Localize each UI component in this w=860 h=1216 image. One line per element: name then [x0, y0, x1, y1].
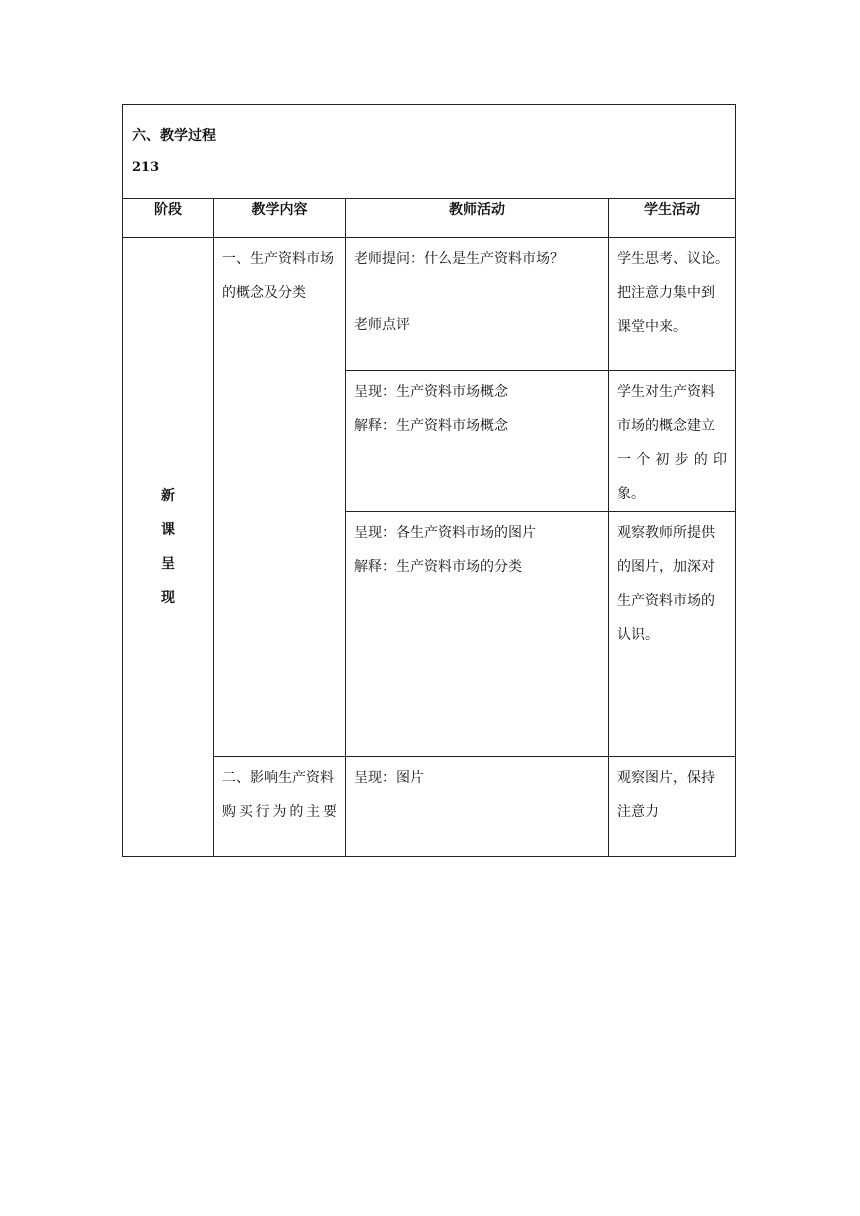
section-title: 六、教学过程	[132, 128, 216, 144]
section-header-cell	[123, 105, 736, 199]
teacher-cell-1	[346, 238, 609, 371]
teaching-process-table	[122, 104, 736, 857]
student-cell-1	[609, 238, 736, 371]
header-content: 教学内容	[214, 199, 346, 238]
content-cell-2	[214, 757, 346, 857]
student-line: 学生思考、议论。	[617, 251, 729, 267]
content-line: 二、影响生产资料	[222, 770, 334, 786]
column-header-row	[123, 199, 736, 238]
student-line: 学生对生产资料	[617, 384, 715, 400]
header-teacher-activity: 教师活动	[346, 199, 609, 238]
content-line: 购买行为的主要	[222, 804, 337, 820]
teacher-line: 呈现：生产资料市场概念	[354, 384, 508, 400]
teacher-line: 解释：生产资料市场概念	[354, 418, 508, 434]
header-student-activity: 学生活动	[609, 199, 736, 238]
teacher-cell-4	[346, 757, 609, 857]
content-line: 的概念及分类	[222, 285, 306, 301]
stage-char: 新	[161, 488, 175, 504]
student-line: 把注意力集中到	[617, 285, 715, 301]
stage-char: 现	[161, 590, 175, 606]
teacher-line: 呈现：图片	[354, 770, 424, 786]
student-line: 观察教师所提供	[617, 525, 715, 541]
content-line: 一、生产资料市场	[222, 251, 334, 267]
teacher-line: 解释：生产资料市场的分类	[354, 559, 522, 575]
student-line: 的图片，加深对	[617, 559, 715, 575]
student-line: 一个初步的印	[617, 452, 727, 468]
section-code: 213	[132, 160, 160, 175]
table-row	[123, 238, 736, 371]
teacher-line: 呈现：各生产资料市场的图片	[354, 525, 536, 541]
student-cell-3	[609, 512, 736, 757]
teacher-cell-3	[346, 512, 609, 757]
table-row	[123, 757, 736, 857]
student-line: 市场的概念建立	[617, 418, 715, 434]
student-line: 注意力	[617, 804, 659, 820]
student-line: 认识。	[617, 627, 659, 643]
student-line: 课堂中来。	[617, 319, 687, 335]
header-stage: 阶段	[123, 199, 214, 238]
teacher-line: 老师提问：什么是生产资料市场？	[354, 251, 564, 267]
student-line: 生产资料市场的	[617, 593, 715, 609]
student-line: 观察图片，保持	[617, 770, 715, 786]
stage-char: 呈	[161, 556, 175, 572]
student-cell-2	[609, 371, 736, 512]
student-cell-4	[609, 757, 736, 857]
content-cell-1	[214, 238, 346, 757]
student-line: 象。	[617, 486, 645, 502]
stage-char: 课	[161, 522, 175, 538]
stage-cell	[123, 238, 214, 857]
teacher-line: 老师点评	[354, 317, 410, 333]
teacher-cell-2	[346, 371, 609, 512]
